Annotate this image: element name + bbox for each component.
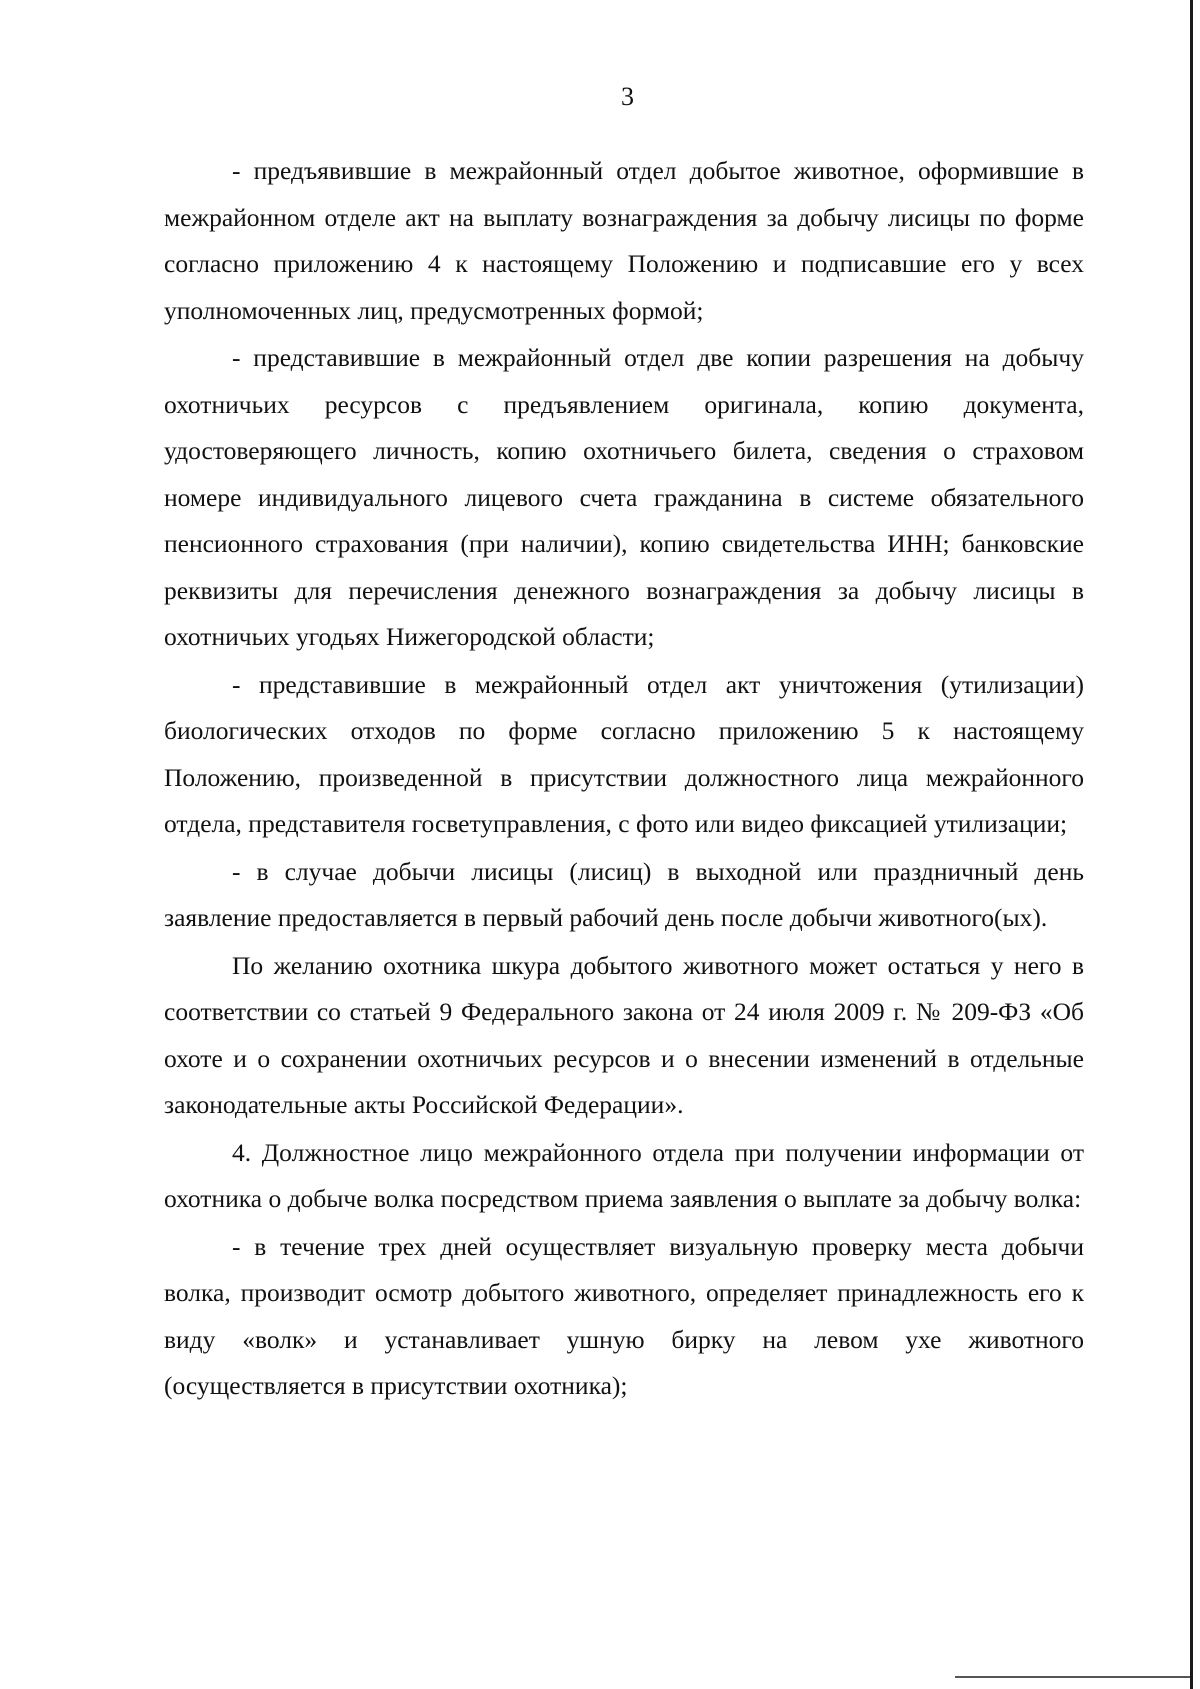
bottom-rule <box>955 1676 1190 1678</box>
paragraph-holiday-application: - в случае добычи лисицы (лисиц) в выходной или праздничный день заявление предоставляется в первый рабочий день после добычи животного(ых). <box>164 856 1084 932</box>
paragraph-hunter-pelt: По желанию охотника шкура добытого животного может остаться у него в соответствии со статьей 9 Федерального закона от 24 июля 2009 г. № 209-ФЗ «Об охоте и о сохранении охотничьих ресурсов и о внесении изменений в отдельные законодательные акты Российской Федерации». <box>164 950 1084 1119</box>
paragraph-wolf-official: 4. Должностное лицо межрайонного отдела при получении информации от охотника о добыче волка посредством приема заявления о выплате за добычу волка: <box>164 1137 1084 1213</box>
paragraph-disposal-act: - представившие в межрайонный отдел акт уничтожения (утилизации) биологических отходов по форме согласно приложению 5 к настоящему Положению, произведенной в присутствии должностного лица межрайонного отдела, представителя госветуправления, с фото или видео фиксацией утилизации; <box>164 669 1084 838</box>
page-edge-line <box>1190 0 1193 1689</box>
paragraph-fox-presentation: - предъявившие в межрайонный отдел добытое животное, оформившие в межрайонном отделе акт на выплату вознаграждения за добычу лисицы по форме согласно приложению 4 к настоящему Положению и подписавшие его у всех уполномоченных лиц, предусмотренных формой; <box>164 156 1084 325</box>
page-number: 3 <box>621 82 634 111</box>
paragraph-documents-copies: - представившие в межрайонный отдел две копии разрешения на добычу охотничьих ресурсов с предъявлением оригинала, копию документа, удостоверяющего личность, копию охотничьего билета, сведения о страховом номере индивидуального лицевого счета гражданина в системе обязательного пенсионного страхования (при наличии), копию свидетельства ИНН; банковские реквизиты для перечисления денежного вознаграждения за добычу лисицы в охотничьих угодьях Нижегородской области; <box>164 343 1084 651</box>
paragraph-wolf-inspection: - в течение трех дней осуществляет визуальную проверку места добычи волка, производит осмотр добытого животного, определяет принадлежность его к виду «волк» и устанавливает ушную бирку на левом ухе животного (осуществляется в присутствии охотника); <box>164 1231 1084 1400</box>
document-body <box>164 148 1084 1411</box>
